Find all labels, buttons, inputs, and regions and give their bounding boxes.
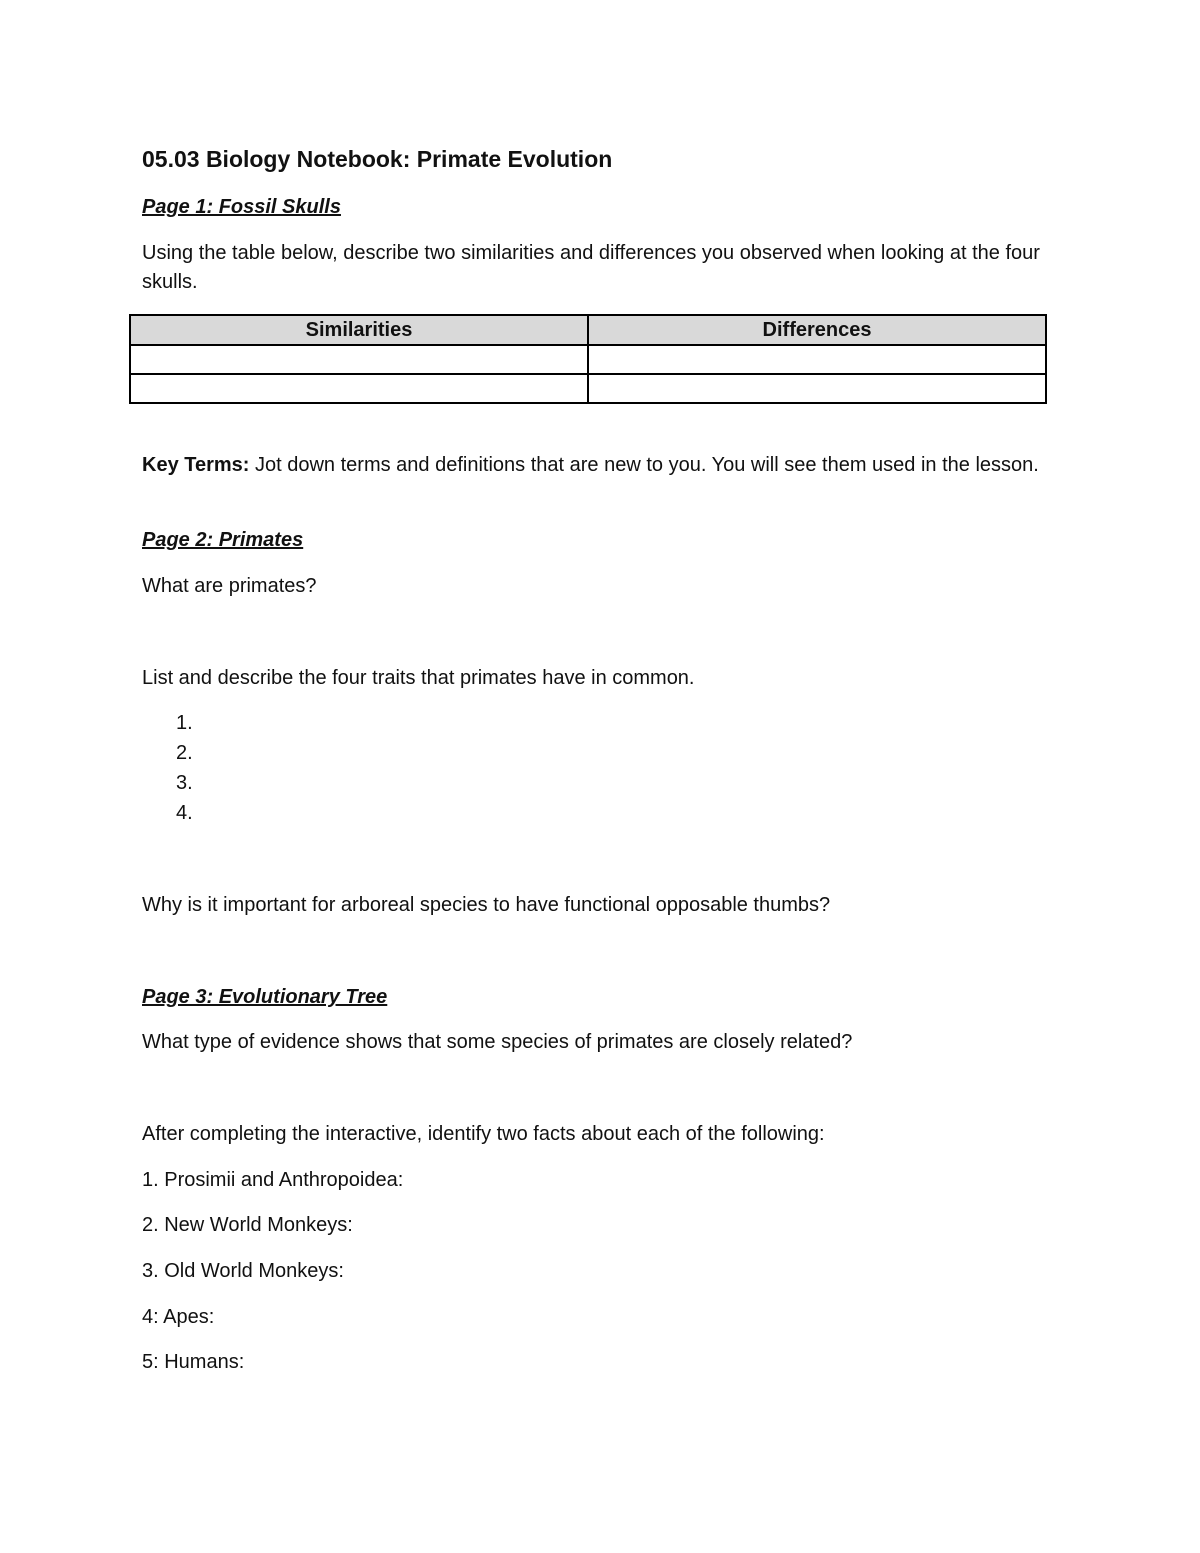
question-evidence: What type of evidence shows that some species of primates are closely related?: [142, 1031, 853, 1053]
list-item: 2.: [176, 742, 193, 764]
question-interactive-facts: After completing the interactive, identify two facts about each of the following:: [142, 1123, 825, 1145]
key-terms-text: Jot down terms and definitions that are new to you. You will see them used in the lesson.: [249, 454, 1039, 476]
similarities-differences-table: [129, 314, 1047, 404]
table-cell-similarity-2[interactable]: [130, 374, 588, 403]
fact-item-apes: 4: Apes:: [142, 1306, 215, 1328]
fact-item-prosimii: 1. Prosimii and Anthropoidea:: [142, 1169, 404, 1191]
list-item: 3.: [176, 772, 193, 794]
list-item: 4.: [176, 802, 193, 824]
table-header-differences: Differences: [588, 315, 1046, 345]
table-header-row: [130, 315, 1046, 345]
document-title: 05.03 Biology Notebook: Primate Evolution: [142, 146, 613, 172]
fact-item-new-world-monkeys: 2. New World Monkeys:: [142, 1214, 353, 1236]
page1-instruction: Using the table below, describe two similarities and differences you observed when looking at the four skulls.: [142, 242, 1040, 293]
question-what-are-primates: What are primates?: [142, 575, 317, 597]
page3-heading: Page 3: Evolutionary Tree: [142, 986, 388, 1008]
list-item: 1.: [176, 712, 193, 734]
table-header-similarities: Similarities: [130, 315, 588, 345]
table-cell-difference-2[interactable]: [588, 374, 1046, 403]
table-row: [130, 374, 1046, 403]
page2-heading: Page 2: Primates: [142, 529, 304, 551]
key-terms-label: Key Terms:: [142, 454, 250, 476]
page1-heading: Page 1: Fossil Skulls: [142, 196, 341, 218]
fact-item-humans: 5: Humans:: [142, 1351, 245, 1373]
key-terms-paragraph: [142, 451, 1052, 480]
table-row: [130, 345, 1046, 374]
table-cell-difference-1[interactable]: [588, 345, 1046, 374]
question-opposable-thumbs: Why is it important for arboreal species to have functional opposable thumbs?: [142, 894, 831, 916]
table-cell-similarity-1[interactable]: [130, 345, 588, 374]
question-four-traits: List and describe the four traits that primates have in common.: [142, 667, 695, 689]
fact-item-old-world-monkeys: 3. Old World Monkeys:: [142, 1260, 344, 1282]
